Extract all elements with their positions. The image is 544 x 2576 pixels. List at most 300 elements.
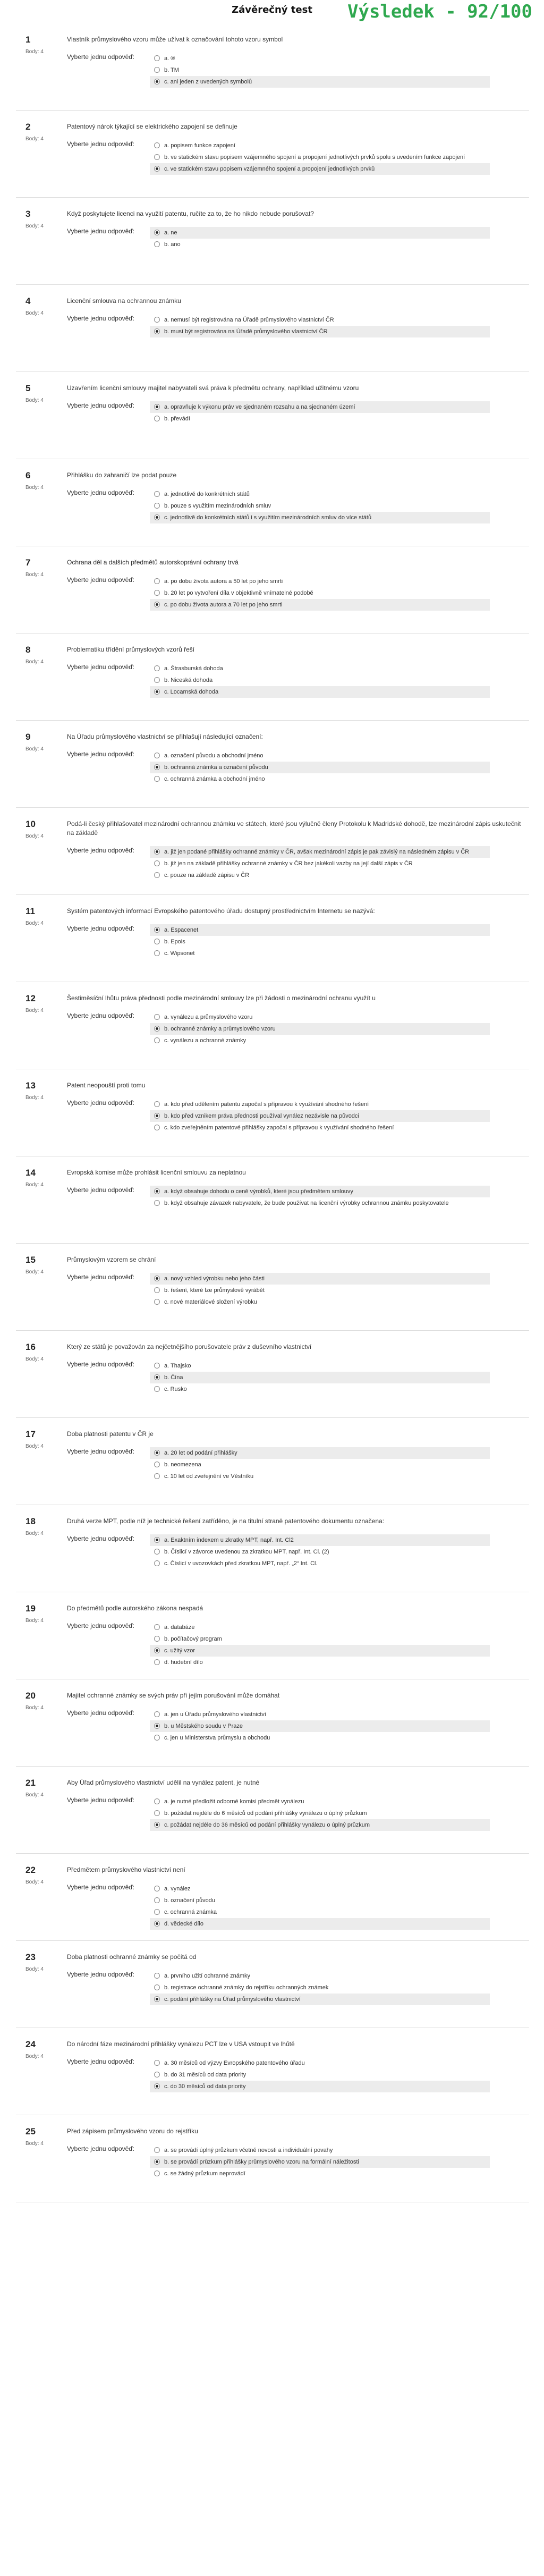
question-text: Druhá verze MPT, podle níž je technické řešení zatříděno, je na titulní straně patentového dokumentu označena: [67, 1517, 385, 1525]
question-text: Před zápisem průmyslového vzoru do rejstříku [67, 2127, 198, 2135]
radio-empty-icon[interactable] [154, 1624, 160, 1630]
answer-option[interactable] [150, 1883, 490, 1895]
answer-option[interactable] [150, 1796, 490, 1808]
answer-option[interactable] [150, 239, 490, 250]
answer-option-label: b. u Městského soudu v Praze [164, 1723, 243, 1729]
answer-option[interactable] [150, 413, 490, 425]
question-content [67, 2028, 529, 2115]
question-content [67, 23, 529, 110]
question-points: Body: 4 [26, 1618, 44, 1624]
answer-option-label: a. označení původu a obchodní jméno [164, 753, 264, 759]
question-info [16, 23, 67, 110]
answer-option[interactable] [150, 924, 490, 936]
question-number: 8 [26, 645, 31, 655]
radio-empty-icon[interactable] [154, 142, 160, 148]
answer-option-label: b. TM [164, 67, 179, 73]
answer-prompt: Vyberte jednu odpověď: [67, 1273, 135, 1281]
question-block [16, 808, 529, 895]
answer-options [150, 576, 523, 611]
radio-selected-icon[interactable] [154, 1374, 160, 1380]
radio-selected-icon[interactable] [154, 2159, 160, 2165]
question-text: Podá-li český přihlašovatel mezinárodní ochrannou známku ve státech, které jsou výlučně členy Protokolu k Madridské dohodě, lze mezinárodní zápis uskutečnit na základě [67, 820, 521, 837]
radio-selected-icon[interactable] [154, 514, 160, 520]
answer-area [67, 924, 523, 959]
radio-selected-icon[interactable] [154, 1450, 160, 1456]
radio-empty-icon[interactable] [154, 67, 160, 73]
question-points: Body: 4 [26, 746, 44, 752]
radio-empty-icon[interactable] [154, 578, 160, 584]
radio-empty-icon[interactable] [154, 2060, 160, 2066]
answer-option[interactable] [150, 1122, 490, 1134]
answer-option[interactable] [150, 1819, 490, 1831]
radio-selected-icon[interactable] [154, 1188, 160, 1194]
answer-option[interactable] [150, 846, 490, 858]
answer-prompt: Vyberte jednu odpověď: [67, 1709, 135, 1717]
question-info [16, 198, 67, 284]
radio-selected-icon[interactable] [154, 1648, 160, 1653]
answer-option[interactable] [150, 140, 490, 151]
question-info [16, 546, 67, 633]
answer-option[interactable] [150, 1970, 490, 1982]
question-info [16, 285, 67, 371]
question-number: 23 [26, 1952, 36, 1962]
answer-option-label: b. neomezena [164, 1462, 201, 1468]
question-content [67, 1854, 529, 1940]
answer-option-label: c. nové materiálové složení výrobku [164, 1299, 257, 1305]
radio-selected-icon[interactable] [154, 689, 160, 695]
answer-option-label: a. jednotlivě do konkrétních států [164, 491, 250, 497]
radio-empty-icon[interactable] [154, 2170, 160, 2176]
answer-option-label: a. již jen podané přihlášky ochranné známky v ČR, avšak mezinárodní zápis je pak závislý na následném zápisu v ČR [164, 849, 470, 855]
answer-option-label: c. Číslicí v uvozovkách před zkratkou MPT, např. „2“ Int. Cl. [164, 1560, 318, 1567]
radio-selected-icon[interactable] [154, 1921, 160, 1927]
answer-option-label: b. pouze s využitím mezinárodních smluv [164, 503, 271, 509]
question-number: 19 [26, 1603, 36, 1614]
answer-option[interactable] [150, 1633, 490, 1645]
question-block [16, 1679, 529, 1767]
question-block [16, 198, 529, 285]
radio-empty-icon[interactable] [154, 2072, 160, 2077]
answer-option[interactable] [150, 686, 490, 698]
answer-option[interactable] [150, 1459, 490, 1471]
answer-prompt: Vyberte jednu odpověď: [67, 847, 135, 854]
question-text: Přihlášku do zahraničí lze podat pouze [67, 471, 177, 479]
radio-selected-icon[interactable] [154, 404, 160, 410]
answer-options [150, 1011, 523, 1046]
answer-area [67, 750, 523, 785]
answer-option-label: a. 20 let od podání přihlášky [164, 1450, 237, 1456]
radio-empty-icon[interactable] [154, 317, 160, 323]
radio-empty-icon[interactable] [154, 590, 160, 596]
answer-prompt: Vyberte jednu odpověď: [67, 1186, 135, 1194]
answer-option[interactable] [150, 674, 490, 686]
answer-options [150, 2057, 523, 2092]
answer-option[interactable] [150, 163, 490, 175]
radio-selected-icon[interactable] [154, 1026, 160, 1032]
question-points: Body: 4 [26, 1531, 44, 1536]
question-block [16, 721, 529, 808]
answer-prompt: Vyberte jednu odpověď: [67, 925, 135, 932]
answer-prompt: Vyberte jednu odpověď: [67, 576, 135, 584]
radio-selected-icon[interactable] [154, 927, 160, 933]
answer-option[interactable] [150, 1808, 490, 1819]
answer-options [150, 1360, 523, 1395]
answer-option[interactable] [150, 488, 490, 500]
question-text: Patentový nárok týkající se elektrického zapojení se definuje [67, 123, 237, 130]
radio-empty-icon[interactable] [154, 872, 160, 878]
radio-empty-icon[interactable] [154, 1810, 160, 1816]
question-block [16, 1156, 529, 1244]
question-info [16, 1767, 67, 1853]
answer-option[interactable] [150, 948, 490, 959]
answer-option[interactable] [150, 1709, 490, 1720]
answer-area [67, 140, 523, 175]
answer-option-label: c. jen u Ministerstva průmyslu a obchodu [164, 1735, 270, 1741]
answer-option[interactable] [150, 314, 490, 326]
question-points: Body: 4 [26, 1705, 44, 1711]
question-number: 15 [26, 1255, 36, 1265]
radio-empty-icon[interactable] [154, 1636, 160, 1642]
question-number: 12 [26, 993, 36, 1003]
answer-option[interactable] [150, 1918, 490, 1930]
question-number: 20 [26, 1691, 36, 1701]
answer-option[interactable] [150, 750, 490, 762]
radio-empty-icon[interactable] [154, 1549, 160, 1555]
question-block [16, 23, 529, 111]
question-text: Průmyslovým vzorem se chrání [67, 1256, 156, 1263]
answer-prompt: Vyberte jednu odpověď: [67, 1971, 135, 1978]
radio-empty-icon[interactable] [154, 1037, 160, 1043]
answer-option-label: c. se žádný průzkum neprovádí [164, 2170, 245, 2177]
answer-option[interactable] [150, 773, 490, 785]
answer-option[interactable] [150, 1023, 490, 1035]
answer-options [150, 2144, 523, 2180]
answer-option[interactable] [150, 512, 490, 523]
answer-option[interactable] [150, 1621, 490, 1633]
answer-option[interactable] [150, 1471, 490, 1482]
question-points: Body: 4 [26, 1008, 44, 1013]
radio-selected-icon[interactable] [154, 166, 160, 172]
answer-option-label: a. Thajsko [164, 1363, 191, 1369]
answer-option[interactable] [150, 587, 490, 599]
answer-options [150, 1796, 523, 1831]
radio-empty-icon[interactable] [154, 1897, 160, 1903]
radio-empty-icon[interactable] [154, 665, 160, 671]
radio-selected-icon[interactable] [154, 79, 160, 85]
answer-option[interactable] [150, 1447, 490, 1459]
answer-area [67, 227, 523, 250]
question-content [67, 1156, 529, 1243]
radio-empty-icon[interactable] [154, 939, 160, 944]
question-text: Ochrana děl a dalších předmětů autorskoprávní ochrany trvá [67, 559, 239, 566]
answer-options [150, 314, 523, 337]
question-block [16, 1505, 529, 1592]
answer-option-label: c. ve statickém stavu popisem vzájemného spojení a propojení jednotlivých prvků [164, 166, 375, 172]
answer-option[interactable] [150, 1994, 490, 2005]
question-info [16, 1418, 67, 1505]
radio-empty-icon[interactable] [154, 503, 160, 509]
question-info [16, 372, 67, 459]
answer-prompt: Vyberte jednu odpověď: [67, 2145, 135, 2152]
question-content [67, 1505, 529, 1592]
answer-option-label: b. ve statickém stavu popisem vzájemného spojení a propojení jednotlivých prvků spolu s uvedením funkce zapojení [164, 154, 465, 161]
radio-empty-icon[interactable] [154, 55, 160, 61]
answer-option[interactable] [150, 2057, 490, 2069]
answer-option[interactable] [150, 151, 490, 163]
question-block [16, 111, 529, 198]
question-points: Body: 4 [26, 49, 44, 55]
radio-empty-icon[interactable] [154, 491, 160, 497]
radio-empty-icon[interactable] [154, 1462, 160, 1467]
answer-option[interactable] [150, 1558, 490, 1569]
radio-selected-icon[interactable] [154, 1276, 160, 1281]
answer-option[interactable] [150, 326, 490, 337]
radio-empty-icon[interactable] [154, 2147, 160, 2153]
answer-area [67, 1273, 523, 1308]
answer-option[interactable] [150, 2069, 490, 2081]
question-content [67, 546, 529, 633]
answer-option[interactable] [150, 1534, 490, 1546]
question-number: 13 [26, 1080, 36, 1091]
answer-option[interactable] [150, 1273, 490, 1285]
radio-empty-icon[interactable] [154, 753, 160, 758]
answer-option[interactable] [150, 1383, 490, 1395]
answer-prompt: Vyberte jednu odpověď: [67, 489, 135, 496]
question-text: Systém patentových informací Evropského patentového úřadu dostupný prostřednictvím Internetu se nazývá: [67, 907, 375, 915]
question-info [16, 1156, 67, 1243]
answer-option-label: b. řešení, které lze průmyslově vyrábět [164, 1287, 265, 1294]
answer-prompt: Vyberte jednu odpověď: [67, 2058, 135, 2065]
radio-empty-icon[interactable] [154, 1886, 160, 1891]
question-info [16, 808, 67, 894]
radio-empty-icon[interactable] [154, 1014, 160, 1020]
answer-option[interactable] [150, 1360, 490, 1372]
answer-option[interactable] [150, 1296, 490, 1308]
question-text: Doba platnosti patentu v ČR je [67, 1430, 154, 1438]
question-number: 11 [26, 906, 35, 916]
answer-option[interactable] [150, 2168, 490, 2180]
question-info [16, 111, 67, 197]
answer-area [67, 576, 523, 611]
answer-option[interactable] [150, 227, 490, 239]
answer-option-label: c. kdo zveřejněním patentové přihlášky započal s přípravou k využívání shodného řešení [164, 1125, 394, 1131]
question-text: Když poskytujete licenci na využití patentu, ručíte za to, že ho nikdo nebude porušovat? [67, 210, 314, 217]
answer-option[interactable] [150, 1197, 490, 1209]
answer-area [67, 1447, 523, 1482]
question-points: Body: 4 [26, 1966, 44, 1972]
answer-area [67, 2057, 523, 2092]
question-text: Uzavřením licenční smlouvy majitel nabyvateli svá práva k předmětu ochrany, například užitnému vzoru [67, 384, 359, 392]
question-block [16, 459, 529, 546]
question-points: Body: 4 [26, 223, 44, 229]
question-points: Body: 4 [26, 2141, 44, 2147]
question-block [16, 2028, 529, 2115]
question-text: Do národní fáze mezinárodní přihlášky vynálezu PCT lze v USA vstoupit ve lhůtě [67, 2040, 295, 2048]
radio-selected-icon[interactable] [154, 602, 160, 607]
answer-option-label: c. vynálezu a ochranné známky [164, 1037, 246, 1044]
radio-empty-icon[interactable] [154, 1973, 160, 1979]
radio-selected-icon[interactable] [154, 1537, 160, 1543]
answer-prompt: Vyberte jednu odpověď: [67, 1535, 135, 1542]
answer-prompt: Vyberte jednu odpověď: [67, 750, 135, 758]
answer-option[interactable] [150, 53, 490, 64]
question-number: 24 [26, 2039, 36, 2049]
answer-option[interactable] [150, 936, 490, 948]
question-info [16, 2115, 67, 2202]
radio-empty-icon[interactable] [154, 1984, 160, 1990]
answer-options [150, 1970, 523, 2005]
radio-selected-icon[interactable] [154, 1996, 160, 2002]
answer-option[interactable] [150, 1011, 490, 1023]
answer-option[interactable] [150, 576, 490, 587]
answer-option[interactable] [150, 1645, 490, 1657]
question-content [67, 808, 529, 894]
radio-selected-icon[interactable] [154, 328, 160, 334]
radio-empty-icon[interactable] [154, 776, 160, 782]
answer-area [67, 1011, 523, 1046]
answer-option[interactable] [150, 1720, 490, 1732]
radio-empty-icon[interactable] [154, 1909, 160, 1915]
answer-option[interactable] [150, 1982, 490, 1994]
radio-empty-icon[interactable] [154, 1125, 160, 1130]
answer-option[interactable] [150, 64, 490, 76]
score-result: Výsledek - 92/100 [347, 1, 532, 22]
radio-empty-icon[interactable] [154, 1299, 160, 1305]
answer-option-label: b. do 31 měsíců od data priority [164, 2072, 246, 2078]
radio-selected-icon[interactable] [154, 1113, 160, 1119]
question-content [67, 634, 529, 720]
radio-empty-icon[interactable] [154, 416, 160, 421]
question-info [16, 1331, 67, 1417]
radio-selected-icon[interactable] [154, 2083, 160, 2089]
question-text: Vlastník průmyslového vzoru může užívat k označování tohoto vzoru symbol [67, 36, 283, 43]
answer-option[interactable] [150, 76, 490, 88]
radio-empty-icon[interactable] [154, 1473, 160, 1479]
radio-empty-icon[interactable] [154, 1798, 160, 1804]
radio-selected-icon[interactable] [154, 1723, 160, 1729]
answer-options [150, 750, 523, 785]
answer-option-label: b. se provádí průzkum přihlášky průmyslového vzoru na formální náležitosti [164, 2159, 359, 2165]
answer-option[interactable] [150, 1110, 490, 1122]
answer-option[interactable] [150, 858, 490, 869]
answer-option-label: c. jednotlivě do konkrétních států i s využitím mezinárodních smluv do více států [164, 514, 372, 521]
answer-options [150, 1186, 523, 1209]
answer-option[interactable] [150, 1657, 490, 1668]
radio-empty-icon[interactable] [154, 1200, 160, 1206]
answer-option[interactable] [150, 2156, 490, 2168]
radio-selected-icon[interactable] [154, 1822, 160, 1828]
question-points: Body: 4 [26, 833, 44, 839]
question-info [16, 1679, 67, 1766]
answer-options [150, 1883, 523, 1930]
question-number: 16 [26, 1342, 36, 1352]
radio-empty-icon[interactable] [154, 1735, 160, 1741]
answer-option-label: b. označení původu [164, 1897, 216, 1904]
answer-option[interactable] [150, 1099, 490, 1110]
radio-empty-icon[interactable] [154, 1659, 160, 1665]
radio-empty-icon[interactable] [154, 950, 160, 956]
radio-selected-icon[interactable] [154, 764, 160, 770]
answer-option[interactable] [150, 1895, 490, 1906]
question-content [67, 1767, 529, 1853]
answer-option[interactable] [150, 1732, 490, 1744]
radio-empty-icon[interactable] [154, 1363, 160, 1369]
radio-empty-icon[interactable] [154, 860, 160, 866]
question-number: 22 [26, 1865, 36, 1875]
radio-empty-icon[interactable] [154, 1287, 160, 1293]
answer-option[interactable] [150, 2081, 490, 2092]
answer-area [67, 53, 523, 88]
question-list [0, 23, 544, 2202]
radio-empty-icon[interactable] [154, 154, 160, 160]
question-info [16, 895, 67, 982]
question-points: Body: 4 [26, 659, 44, 665]
question-points: Body: 4 [26, 136, 44, 142]
answer-prompt: Vyberte jednu odpověď: [67, 1448, 135, 1455]
radio-empty-icon[interactable] [154, 677, 160, 683]
question-info [16, 2028, 67, 2115]
radio-empty-icon[interactable] [154, 1560, 160, 1566]
question-content [67, 2115, 529, 2202]
answer-option[interactable] [150, 1035, 490, 1046]
answer-option[interactable] [150, 762, 490, 773]
answer-area [67, 1883, 523, 1930]
question-text: Předmětem průmyslového vlastnictví není [67, 1866, 185, 1873]
radio-selected-icon[interactable] [154, 230, 160, 235]
answer-option-label: a. Espacenet [164, 927, 199, 933]
answer-area [67, 1186, 523, 1209]
answer-option-label: a. je nutné předložit odborné komisi předmět vynálezu [164, 1798, 304, 1805]
question-points: Body: 4 [26, 1269, 44, 1275]
question-text: Doba platnosti ochranné známky se počítá od [67, 1953, 197, 1961]
answer-option-label: c. pouze na základě zápisu v ČR [164, 872, 250, 879]
answer-option[interactable] [150, 1906, 490, 1918]
answer-option[interactable] [150, 1285, 490, 1296]
answer-prompt: Vyberte jednu odpověď: [67, 1884, 135, 1891]
answer-option-label: b. počítačový program [164, 1636, 222, 1642]
answer-option[interactable] [150, 401, 490, 413]
answer-option[interactable] [150, 869, 490, 881]
answer-option[interactable] [150, 1372, 490, 1383]
radio-selected-icon[interactable] [154, 849, 160, 855]
question-number: 2 [26, 122, 31, 132]
question-content [67, 459, 529, 546]
answer-option-label: b. ano [164, 241, 181, 248]
question-info [16, 1941, 67, 2028]
radio-empty-icon[interactable] [154, 241, 160, 247]
question-number: 10 [26, 819, 36, 829]
question-info [16, 1069, 67, 1156]
radio-empty-icon[interactable] [154, 1386, 160, 1392]
answer-option[interactable] [150, 1546, 490, 1558]
answer-option[interactable] [150, 599, 490, 611]
answer-options [150, 1447, 523, 1482]
answer-option[interactable] [150, 663, 490, 674]
radio-empty-icon[interactable] [154, 1711, 160, 1717]
answer-options [150, 846, 523, 881]
question-points: Body: 4 [26, 572, 44, 578]
answer-options [150, 140, 523, 175]
answer-prompt: Vyberte jednu odpověď: [67, 140, 135, 148]
answer-options [150, 663, 523, 698]
answer-option[interactable] [150, 500, 490, 512]
answer-option[interactable] [150, 1186, 490, 1197]
radio-empty-icon[interactable] [154, 1101, 160, 1107]
question-block [16, 1069, 529, 1156]
question-block [16, 982, 529, 1069]
answer-option[interactable] [150, 2144, 490, 2156]
question-number: 3 [26, 209, 31, 219]
